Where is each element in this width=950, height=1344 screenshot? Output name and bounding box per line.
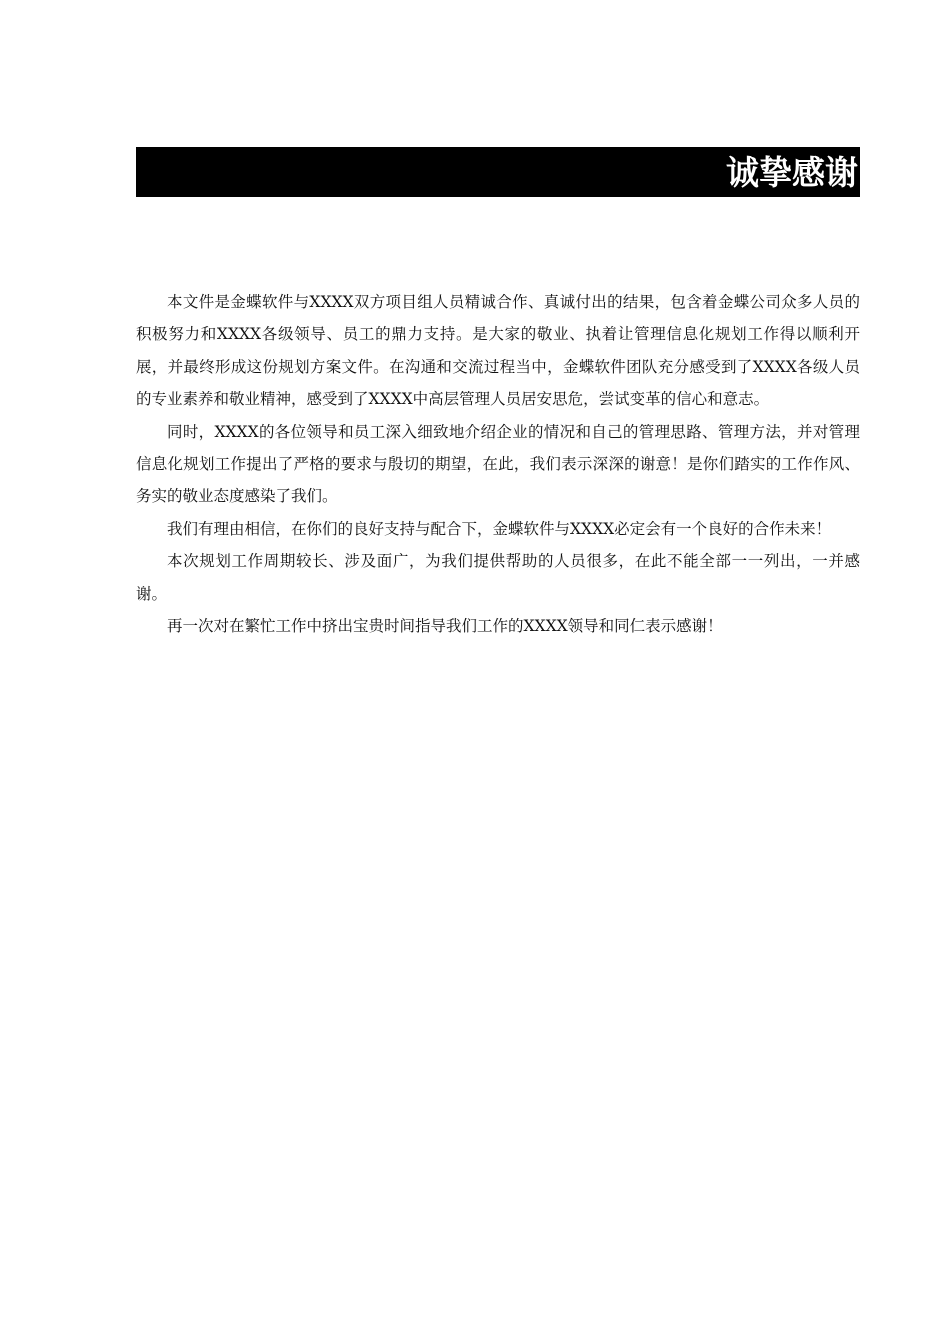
paragraph-2: 同时，XXXX的各位领导和员工深入细致地介绍企业的情况和自己的管理思路、管理方法，并对管理信息化规划工作提出了严格的要求与殷切的期望，在此，我们表示深深的谢意！是你们踏实的工作作风、务实的敬业态度感染了我们。 <box>136 422 860 506</box>
document-body <box>136 286 860 642</box>
page-title: 诚挚感谢 <box>726 152 858 192</box>
paragraph-5: 再一次对在繁忙工作中挤出宝贵时间指导我们工作的XXXX领导和同仁表示感谢！ <box>167 617 723 636</box>
paragraph-3: 我们有理由相信，在你们的良好支持与配合下，金蝶软件与XXXX必定会有一个良好的合作未来！ <box>167 519 832 538</box>
paragraph-1: 本文件是金蝶软件与XXXX双方项目组人员精诚合作、真诚付出的结果，包含着金蝶公司众多人员的积极努力和XXXX各级领导、员工的鼎力支持。是大家的敬业、执着让管理信息化规划工作得以顺利开展，并最终形成这份规划方案文件。在沟通和交流过程当中，金蝶软件团队充分感受到了XXXX各级人员的专业素养和敬业精神，感受到了XXXX中高层管理人员居安思危，尝试变革的信心和意志。 <box>136 293 860 409</box>
paragraph-4: 本次规划工作周期较长、涉及面广，为我们提供帮助的人员很多，在此不能全部一一列出，一并感谢。 <box>136 552 860 603</box>
title-banner <box>136 147 860 197</box>
